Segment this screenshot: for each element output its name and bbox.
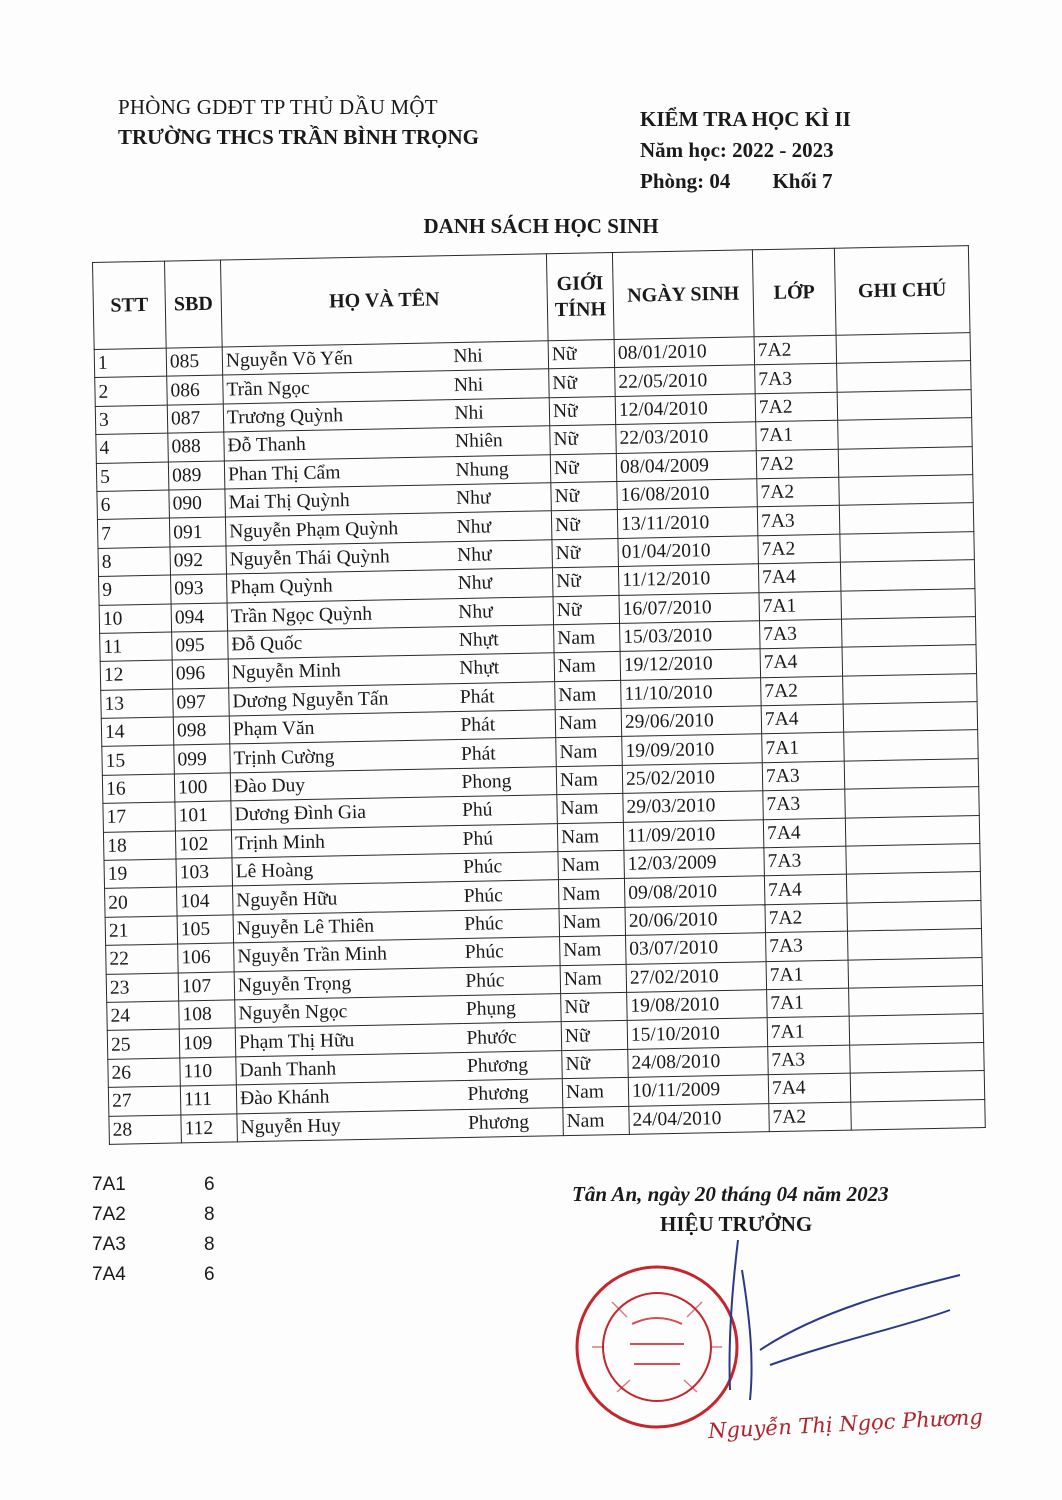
- cell-dob: 29/03/2010: [623, 791, 764, 822]
- cell-first-name: Nhi: [451, 369, 550, 399]
- cell-note: [844, 758, 979, 789]
- cell-first-name: Phúc: [462, 965, 561, 995]
- cell-class: 7A1: [767, 1016, 850, 1046]
- cell-note: [843, 673, 978, 704]
- cell-gender: Nữ: [549, 368, 616, 398]
- cell-first-name: Như: [453, 511, 552, 541]
- student-table: [92, 245, 986, 1145]
- cell-first-name: Phụng: [463, 994, 562, 1024]
- cell-stt: 24: [107, 1001, 180, 1031]
- cell-first-name: Phương: [464, 1079, 563, 1109]
- cell-note: [848, 957, 983, 988]
- cell-note: [850, 1042, 985, 1073]
- cell-class: 7A2: [755, 392, 838, 422]
- cell-last-name: Nguyễn Võ Yến: [222, 343, 451, 376]
- cell-first-name: Phú: [459, 795, 558, 825]
- cell-last-name: Nguyễn Phạm Quỳnh: [225, 513, 454, 546]
- cell-first-name: Phát: [458, 738, 557, 768]
- cell-gender: Nam: [560, 936, 627, 966]
- cell-gender: Nam: [555, 709, 622, 739]
- cell-sbd: 111: [180, 1085, 237, 1114]
- cell-sbd: 101: [175, 801, 232, 830]
- room-number: Phòng: 04: [640, 169, 731, 193]
- cell-sbd: 109: [179, 1028, 236, 1057]
- cell-class: 7A2: [758, 534, 841, 564]
- cell-dob: 11/10/2010: [621, 677, 762, 708]
- summary-class: 7A4: [92, 1264, 126, 1285]
- cell-sbd: 096: [172, 659, 229, 688]
- cell-dob: 11/12/2010: [618, 564, 759, 595]
- cell-note: [851, 1099, 986, 1130]
- cell-gender: Nam: [554, 623, 621, 653]
- cell-stt: 23: [106, 973, 179, 1003]
- cell-last-name: Mai Thị Quỳnh: [225, 485, 454, 518]
- cell-stt: 20: [105, 887, 178, 917]
- cell-last-name: Danh Thanh: [236, 1052, 465, 1085]
- cell-gender: Nam: [556, 737, 623, 767]
- table-body: [94, 333, 985, 1145]
- header-full-name: HỌ VÀ TÊN: [220, 254, 548, 347]
- cell-stt: 16: [102, 774, 175, 804]
- cell-dob: 12/04/2010: [615, 394, 756, 425]
- cell-last-name: Phan Thị Cẩm: [224, 456, 453, 489]
- cell-first-name: Phát: [457, 681, 556, 711]
- cell-gender: Nữ: [550, 425, 617, 455]
- cell-note: [842, 645, 977, 676]
- cell-last-name: Dương Đình Gia: [231, 797, 460, 830]
- cell-note: [840, 560, 975, 591]
- cell-stt: 7: [97, 518, 170, 548]
- cell-note: [850, 1071, 985, 1102]
- cell-sbd: 092: [170, 546, 227, 575]
- header-left: [118, 92, 479, 152]
- cell-dob: 08/01/2010: [614, 337, 755, 368]
- cell-dob: 20/06/2010: [625, 905, 766, 936]
- cell-class: 7A2: [757, 477, 840, 507]
- cell-gender: Nữ: [549, 396, 616, 426]
- cell-last-name: Phạm Thị Hữu: [235, 1024, 464, 1057]
- cell-note: [849, 986, 984, 1017]
- cell-sbd: 095: [172, 631, 229, 660]
- cell-stt: 25: [107, 1029, 180, 1059]
- cell-class: 7A1: [767, 988, 850, 1018]
- page-title: [0, 214, 1062, 239]
- cell-note: [846, 872, 981, 903]
- summary-row: [92, 1200, 215, 1230]
- cell-dob: 19/08/2010: [627, 990, 768, 1021]
- exam-title: KIỂM TRA HỌC KÌ II: [640, 107, 851, 131]
- cell-class: 7A2: [765, 903, 848, 933]
- cell-gender: Nam: [563, 1106, 630, 1136]
- cell-last-name: Nguyễn Trần Minh: [234, 939, 463, 972]
- cell-note: [837, 361, 972, 392]
- cell-gender: Nữ: [551, 510, 618, 540]
- cell-note: [840, 531, 975, 562]
- cell-class: 7A3: [755, 364, 838, 394]
- header-note: GHI CHÚ: [834, 246, 970, 336]
- cell-last-name: Phạm Quỳnh: [227, 570, 456, 603]
- cell-sbd: 090: [169, 489, 226, 518]
- cell-last-name: Trịnh Minh: [231, 825, 460, 858]
- cell-last-name: Nguyễn Trọng: [234, 967, 463, 1000]
- cell-sbd: 088: [168, 432, 225, 461]
- summary-class: 7A2: [92, 1204, 126, 1225]
- cell-gender: Nữ: [561, 1021, 628, 1051]
- cell-dob: 11/09/2010: [623, 819, 764, 850]
- cell-first-name: Phước: [463, 1022, 562, 1052]
- cell-class: 7A2: [769, 1102, 852, 1132]
- cell-dob: 24/08/2010: [628, 1046, 769, 1077]
- cell-class: 7A3: [763, 789, 846, 819]
- cell-gender: Nữ: [552, 538, 619, 568]
- summary-row: [92, 1230, 215, 1260]
- cell-first-name: Phú: [459, 823, 558, 853]
- cell-stt: 4: [96, 433, 169, 463]
- cell-note: [836, 333, 971, 364]
- cell-gender: Nữ: [562, 1049, 629, 1079]
- cell-first-name: Phong: [458, 767, 557, 797]
- cell-first-name: Phúc: [461, 908, 560, 938]
- cell-stt: 5: [96, 462, 169, 492]
- cell-last-name: Đào Duy: [230, 768, 459, 801]
- signer-handwritten-name: Nguyễn Thị Ngọc Phương: [707, 1404, 984, 1444]
- cell-class: 7A2: [756, 449, 839, 479]
- cell-gender: Nữ: [548, 339, 615, 369]
- cell-first-name: Nhung: [452, 454, 551, 484]
- cell-first-name: Nhựt: [456, 653, 555, 683]
- cell-note: [839, 475, 974, 506]
- cell-gender: Nữ: [550, 453, 617, 483]
- school-name: TRƯỜNG THCS TRẦN BÌNH TRỌNG: [118, 125, 479, 149]
- cell-last-name: Nguyễn Ngọc: [235, 996, 464, 1029]
- cell-sbd: 105: [177, 915, 234, 944]
- cell-last-name: Dương Nguyễn Tấn: [229, 683, 458, 716]
- cell-first-name: Phúc: [462, 937, 561, 967]
- cell-sbd: 106: [178, 943, 235, 972]
- room-line: [640, 166, 851, 197]
- cell-note: [841, 617, 976, 648]
- cell-dob: 01/04/2010: [618, 536, 759, 567]
- cell-stt: 21: [105, 916, 178, 946]
- cell-stt: 15: [102, 745, 175, 775]
- cell-dob: 15/10/2010: [627, 1018, 768, 1049]
- cell-stt: 3: [95, 405, 168, 435]
- cell-stt: 12: [100, 660, 173, 690]
- cell-last-name: Đỗ Quốc: [228, 626, 457, 659]
- cell-first-name: Như: [453, 483, 552, 513]
- summary-count: 8: [204, 1234, 215, 1255]
- cell-dob: 10/11/2009: [628, 1075, 769, 1106]
- cell-sbd: 107: [178, 971, 235, 1000]
- cell-dob: 13/11/2010: [617, 507, 758, 538]
- cell-gender: Nam: [558, 879, 625, 909]
- cell-note: [843, 702, 978, 733]
- cell-gender: Nam: [562, 1078, 629, 1108]
- cell-last-name: Nguyễn Huy: [237, 1109, 466, 1142]
- cell-last-name: Nguyễn Minh: [228, 655, 457, 688]
- cell-class: 7A4: [760, 647, 843, 677]
- cell-first-name: Như: [454, 539, 553, 569]
- cell-dob: 27/02/2010: [626, 961, 767, 992]
- header-sbd: SBD: [164, 260, 222, 348]
- summary-class: 7A3: [92, 1234, 126, 1255]
- cell-first-name: Phương: [465, 1107, 564, 1137]
- cell-sbd: 085: [166, 347, 223, 376]
- cell-dob: 16/07/2010: [619, 592, 760, 623]
- cell-dob: 29/06/2010: [621, 706, 762, 737]
- header-stt: STT: [93, 261, 167, 349]
- cell-dob: 08/04/2009: [616, 450, 757, 481]
- cell-note: [847, 900, 982, 931]
- cell-last-name: Trịnh Cường: [230, 740, 459, 773]
- cell-last-name: Trần Ngọc Quỳnh: [227, 598, 456, 631]
- cell-sbd: 087: [167, 404, 224, 433]
- cell-note: [847, 929, 982, 960]
- cell-dob: 15/03/2010: [620, 621, 761, 652]
- cell-stt: 27: [108, 1086, 181, 1116]
- cell-gender: Nữ: [553, 595, 620, 625]
- cell-gender: Nam: [557, 822, 624, 852]
- cell-gender: Nữ: [552, 567, 619, 597]
- cell-stt: 9: [99, 575, 172, 605]
- cell-note: [846, 844, 981, 875]
- cell-gender: Nam: [559, 907, 626, 937]
- cell-last-name: Nguyễn Thái Quỳnh: [226, 541, 455, 574]
- cell-sbd: 102: [175, 830, 232, 859]
- cell-dob: 19/12/2010: [620, 649, 761, 680]
- cell-gender: Nữ: [561, 992, 628, 1022]
- cell-sbd: 104: [177, 886, 234, 915]
- cell-first-name: Như: [455, 596, 554, 626]
- cell-class: 7A4: [768, 1073, 851, 1103]
- cell-stt: 10: [99, 604, 172, 634]
- cell-gender: Nam: [558, 850, 625, 880]
- cell-stt: 1: [94, 348, 167, 378]
- cell-class: 7A3: [764, 846, 847, 876]
- cell-sbd: 089: [168, 461, 225, 490]
- cell-stt: 19: [104, 859, 177, 889]
- cell-last-name: Lê Hoàng: [232, 854, 461, 887]
- cell-class: 7A1: [762, 733, 845, 763]
- cell-sbd: 110: [180, 1057, 237, 1086]
- cell-class: 7A3: [760, 619, 843, 649]
- summary-row: [92, 1170, 215, 1200]
- cell-note: [841, 588, 976, 619]
- place-date: Tân An, ngày 20 tháng 04 năm 2023: [572, 1182, 889, 1206]
- cell-dob: 03/07/2010: [626, 933, 767, 964]
- table-header-row: [93, 246, 971, 350]
- cell-sbd: 103: [176, 858, 233, 887]
- cell-stt: 22: [106, 944, 179, 974]
- cell-dob: 24/04/2010: [629, 1103, 770, 1134]
- cell-dob: 22/03/2010: [616, 422, 757, 453]
- cell-last-name: Trương Quỳnh: [223, 399, 452, 432]
- cell-note: [839, 503, 974, 534]
- cell-last-name: Trần Ngọc: [223, 371, 452, 404]
- cell-note: [845, 787, 980, 818]
- cell-gender: Nam: [556, 765, 623, 795]
- summary-count: 8: [204, 1204, 215, 1225]
- cell-stt: 11: [100, 632, 173, 662]
- header-class: LỚP: [752, 248, 836, 337]
- cell-stt: 18: [103, 831, 176, 861]
- header-dob: NGÀY SINH: [612, 250, 754, 340]
- cell-sbd: 099: [174, 744, 231, 773]
- summary-class: 7A1: [92, 1174, 126, 1195]
- cell-sbd: 086: [167, 375, 224, 404]
- cell-first-name: Nhựt: [456, 625, 555, 655]
- department-name: PHÒNG GDĐT TP THỦ DẦU MỘT: [118, 95, 438, 119]
- cell-dob: 25/02/2010: [622, 763, 763, 794]
- cell-class: 7A4: [763, 818, 846, 848]
- cell-stt: 17: [103, 802, 176, 832]
- cell-stt: 13: [101, 689, 174, 719]
- cell-class: 7A2: [754, 335, 837, 365]
- signer-role: HIỆU TRƯỞNG: [660, 1212, 813, 1236]
- cell-class: 7A4: [758, 562, 841, 592]
- cell-class: 7A4: [764, 875, 847, 905]
- cell-sbd: 098: [173, 716, 230, 745]
- cell-note: [849, 1014, 984, 1045]
- cell-sbd: 097: [173, 688, 230, 717]
- cell-sbd: 094: [171, 602, 228, 631]
- cell-last-name: Đào Khánh: [236, 1081, 465, 1114]
- cell-first-name: Nhi: [451, 398, 550, 428]
- summary-count: 6: [204, 1264, 215, 1285]
- cell-first-name: Nhiên: [452, 426, 551, 456]
- cell-dob: 19/09/2010: [622, 734, 763, 765]
- cell-stt: 14: [101, 717, 174, 747]
- cell-note: [838, 418, 973, 449]
- student-roster: [92, 245, 985, 1145]
- cell-gender: Nam: [560, 964, 627, 994]
- cell-first-name: Như: [454, 568, 553, 598]
- cell-class: 7A1: [766, 960, 849, 990]
- cell-dob: 22/05/2010: [615, 365, 756, 396]
- cell-class: 7A3: [762, 761, 845, 791]
- cell-gender: Nữ: [551, 481, 618, 511]
- cell-sbd: 108: [179, 1000, 236, 1029]
- cell-gender: Nam: [555, 680, 622, 710]
- cell-class: 7A1: [759, 591, 842, 621]
- cell-dob: 16/08/2010: [617, 479, 758, 510]
- school-year: Năm học: 2022 - 2023: [640, 138, 834, 162]
- cell-sbd: 100: [174, 773, 231, 802]
- cell-last-name: Phạm Văn: [229, 712, 458, 745]
- cell-last-name: Đỗ Thanh: [224, 428, 453, 461]
- cell-first-name: Phương: [464, 1050, 563, 1080]
- cell-last-name: Nguyễn Lê Thiên: [233, 910, 462, 943]
- cell-first-name: Phúc: [460, 852, 559, 882]
- cell-note: [844, 730, 979, 761]
- cell-stt: 8: [98, 547, 171, 577]
- header-gender: GIỚI TÍNH: [546, 253, 614, 341]
- cell-class: 7A4: [761, 704, 844, 734]
- cell-first-name: Phúc: [460, 880, 559, 910]
- signature-scribble: [680, 1230, 980, 1430]
- cell-gender: Nam: [554, 652, 621, 682]
- cell-note: [845, 815, 980, 846]
- cell-last-name: Nguyễn Hữu: [233, 882, 462, 915]
- page-title-text: DANH SÁCH HỌC SINH: [423, 214, 659, 238]
- cell-dob: 12/03/2009: [624, 848, 765, 879]
- cell-note: [837, 389, 972, 420]
- cell-sbd: 093: [171, 574, 228, 603]
- cell-gender: Nam: [557, 794, 624, 824]
- summary-row: [92, 1260, 215, 1290]
- header-right: [640, 104, 851, 197]
- cell-stt: 6: [97, 490, 170, 520]
- class-summary: [92, 1170, 215, 1290]
- cell-first-name: Nhi: [450, 341, 549, 371]
- cell-stt: 26: [108, 1058, 181, 1088]
- grade-level: Khối 7: [772, 169, 833, 193]
- cell-class: 7A3: [768, 1045, 851, 1075]
- cell-sbd: 091: [169, 517, 226, 546]
- cell-note: [838, 446, 973, 477]
- cell-class: 7A3: [766, 931, 849, 961]
- summary-count: 6: [204, 1174, 215, 1195]
- cell-class: 7A2: [761, 676, 844, 706]
- cell-first-name: Phát: [457, 710, 556, 740]
- cell-class: 7A3: [757, 506, 840, 536]
- cell-stt: 2: [95, 376, 168, 406]
- cell-sbd: 112: [181, 1113, 238, 1142]
- cell-dob: 09/08/2010: [624, 876, 765, 907]
- cell-class: 7A1: [756, 420, 839, 450]
- cell-stt: 28: [109, 1114, 182, 1144]
